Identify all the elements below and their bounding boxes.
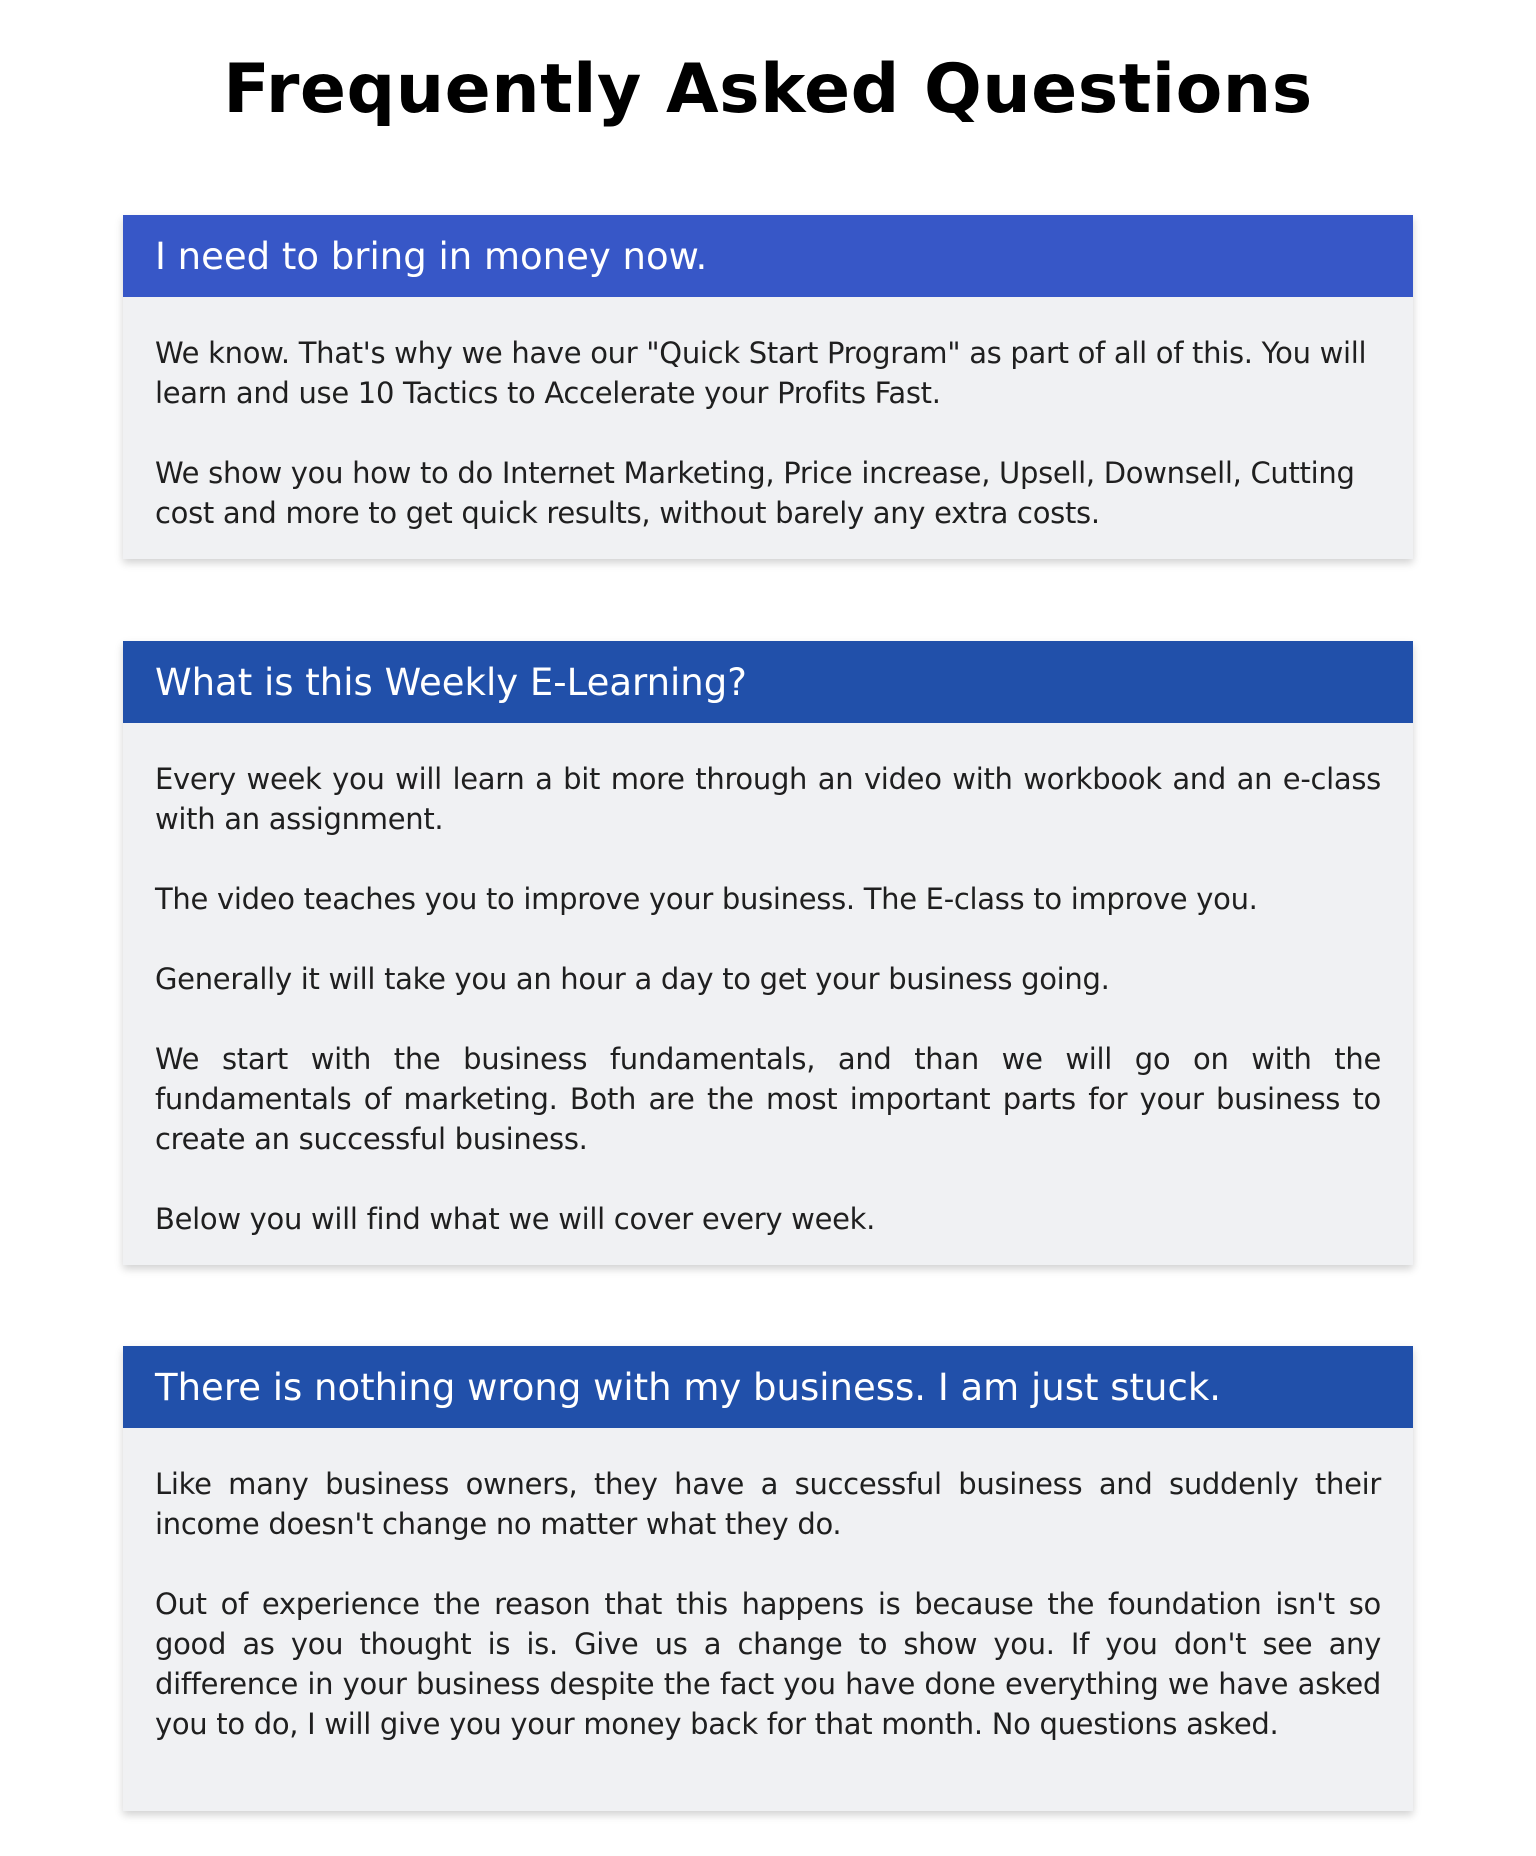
faq-question-business-stuck[interactable]: There is nothing wrong with my business. I am just stuck.	[123, 1346, 1413, 1428]
faq-answer-paragraph: We know. That's why we have our "Quick Start Program" as part of all of this. You will learn and use 10 Tactics to Accelerate your Profits Fast.	[155, 336, 1367, 410]
faq-answer-paragraph: Below you will find what we will cover every week.	[155, 1202, 876, 1236]
faq-item-weekly-elearning	[123, 641, 1413, 1265]
faq-answer-paragraph: Out of experience the reason that this happens is because the foundation isn't so good as you thought is is. Give us a change to show you. If you don't see any difference in your business despite the fact you have done everything we have asked you to do, I will give you your money back for that month. No questions asked.	[155, 1587, 1381, 1741]
faq-question-weekly-elearning[interactable]: What is this Weekly E-Learning?	[123, 641, 1413, 723]
faq-answer-paragraph: We show you how to do Internet Marketing, Price increase, Upsell, Downsell, Cutting cost and more to get quick results, without barely any extra costs.	[155, 456, 1355, 530]
faq-answer-business-stuck	[123, 1428, 1413, 1744]
faq-answer-paragraph: Like many business owners, they have a successful business and suddenly their income doesn't change no matter what they do.	[155, 1467, 1381, 1541]
faq-item-bring-in-money	[123, 215, 1413, 559]
faq-answer-weekly-elearning	[123, 723, 1413, 1239]
faq-answer-paragraph: Every week you will learn a bit more through an video with workbook and an e-class with an assignment.	[155, 762, 1381, 836]
faq-answer-paragraph: Generally it will take you an hour a day to get your business going.	[155, 962, 1110, 996]
page-title: Frequently Asked Questions	[223, 50, 1313, 129]
faq-answer-paragraph: We start with the business fundamentals, and than we will go on with the fundamentals of marketing. Both are the most important parts for your business to create an successful business.	[155, 1042, 1381, 1156]
faq-item-business-stuck	[123, 1346, 1413, 1811]
faq-answer-bring-in-money	[123, 297, 1413, 533]
faq-question-bring-in-money[interactable]: I need to bring in money now.	[123, 215, 1413, 297]
faq-answer-paragraph: The video teaches you to improve your business. The E-class to improve you.	[155, 882, 1258, 916]
